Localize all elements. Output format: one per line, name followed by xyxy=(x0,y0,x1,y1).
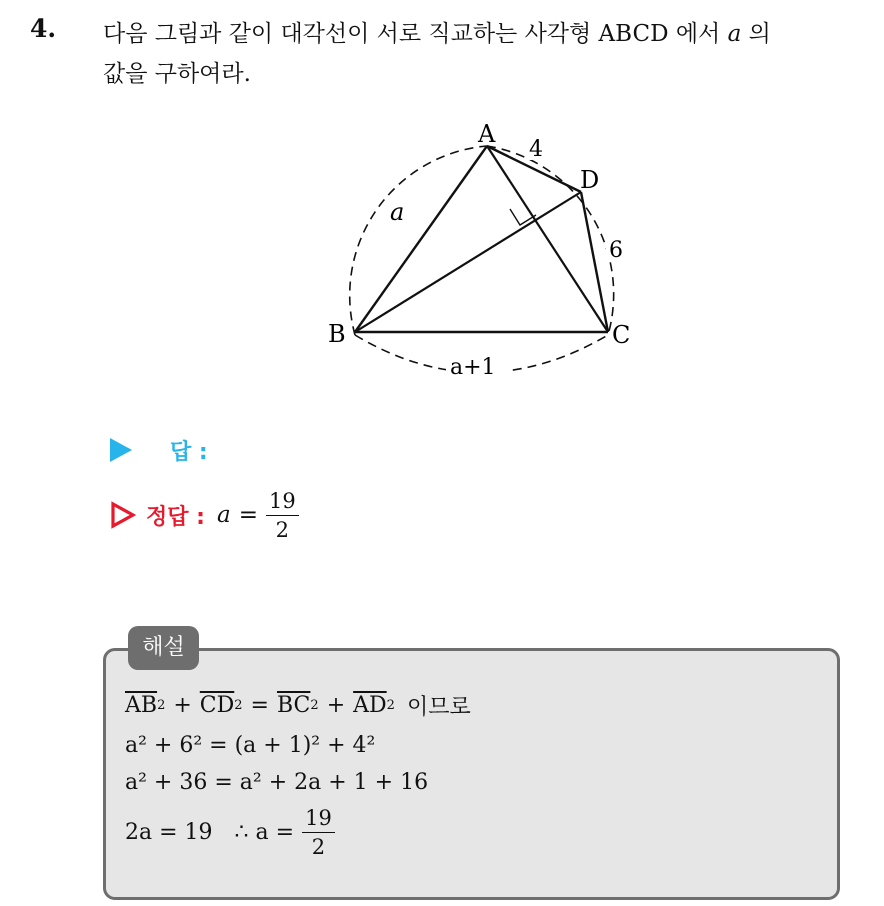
therefore-expression: ∴ a = xyxy=(234,820,295,845)
solution-denominator: 2 xyxy=(311,835,326,859)
question-text xyxy=(103,14,873,94)
vertex-c-label: C xyxy=(612,321,631,349)
solution-line-2 xyxy=(125,733,375,758)
question-text-line2: 값을 구하여라. xyxy=(103,61,251,87)
question-text-part1: 다음 그림과 같이 대각선이 서로 직교하는 사각형 ABCD 에서 xyxy=(103,21,728,47)
vertex-a-label: A xyxy=(478,120,496,148)
equals-sign: = xyxy=(250,693,269,718)
side-dc-label: 6 xyxy=(609,238,623,263)
play-triangle-outline-icon xyxy=(110,501,136,529)
question-number: 4. xyxy=(30,14,57,43)
exponent: 2 xyxy=(310,698,319,713)
vertex-b-label: B xyxy=(328,320,346,348)
solution-tag: 해설 xyxy=(128,626,199,670)
side-bc-label: a+1 xyxy=(450,355,496,380)
solution-equation-2: a² + 6² = (a + 1)² + 4² xyxy=(125,733,376,758)
answer-label: 답 : xyxy=(170,439,208,465)
answer-variable: a xyxy=(216,502,231,528)
answer-equals: = xyxy=(238,502,258,528)
side-ab xyxy=(355,146,487,332)
exponent: 2 xyxy=(234,698,243,713)
answer-numerator: 19 xyxy=(266,489,299,516)
exponent: 2 xyxy=(157,698,166,713)
answer-row xyxy=(110,432,208,468)
vertex-d-label: D xyxy=(580,166,600,194)
segment-cd: $\overline{CD}$ xyxy=(199,693,235,718)
solution-equation-4: 2a = 19 xyxy=(125,820,213,845)
solution-line-4 xyxy=(125,806,335,859)
diagonal-bd xyxy=(355,192,581,332)
correct-answer-label: 정답 : xyxy=(146,504,205,530)
answer-fraction xyxy=(266,489,299,542)
correct-answer-expression xyxy=(217,489,299,542)
correct-answer-row xyxy=(110,484,299,546)
play-triangle-icon xyxy=(110,438,132,462)
answer-denominator: 2 xyxy=(275,517,290,542)
solution-suffix: 이므로 xyxy=(406,695,471,720)
segment-ad: $\overline{AD}$ xyxy=(353,693,387,718)
side-ab-label: a xyxy=(390,198,405,226)
quadrilateral-figure xyxy=(300,110,660,390)
solution-equation-3: a² + 36 = a² + 2a + 1 + 16 xyxy=(125,770,429,795)
solution-fraction xyxy=(302,806,335,859)
question-variable: a xyxy=(727,21,742,47)
plus-sign: + xyxy=(326,693,346,718)
solution-numerator: 19 xyxy=(302,806,335,833)
solution-line-3 xyxy=(125,770,428,795)
question-text-part2: 의 xyxy=(741,21,771,47)
segment-bc: $\overline{BC}$ xyxy=(276,693,311,718)
plus-sign: + xyxy=(173,693,192,718)
exponent: 2 xyxy=(386,698,395,713)
solution-line-1 xyxy=(125,690,471,721)
side-ad-label: 4 xyxy=(529,137,543,162)
segment-ab: $\overline{AB}$ xyxy=(125,693,158,718)
